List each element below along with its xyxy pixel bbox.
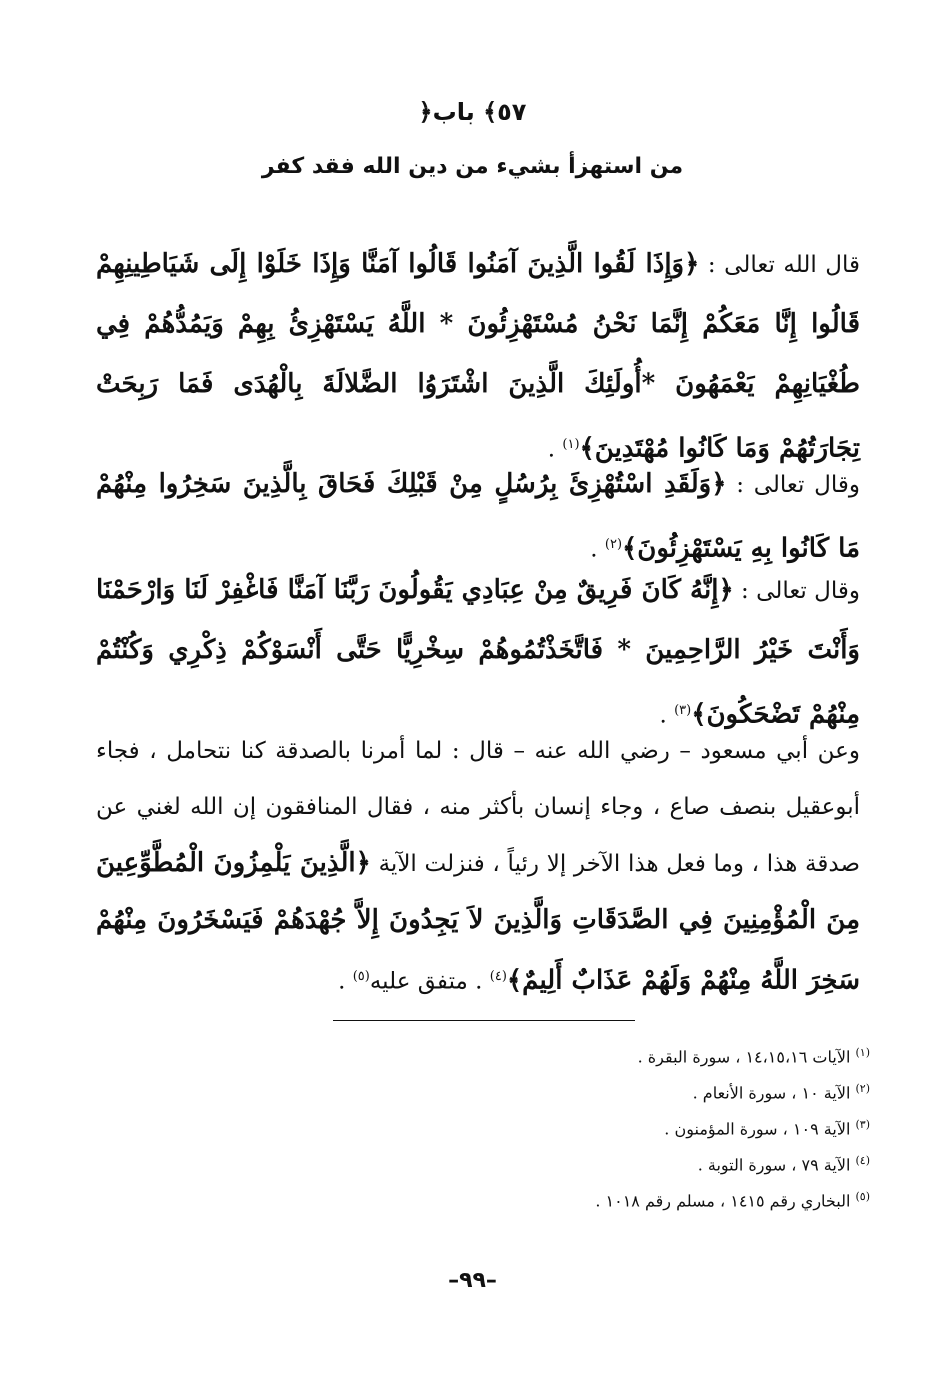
- footnote-divider: [333, 1020, 635, 1021]
- footnote-text: الآية ١٠٩ ، سورة المؤمنون .: [664, 1119, 856, 1139]
- footnotes-list: [90, 1035, 870, 1215]
- footnote-item: [90, 1143, 870, 1179]
- paragraph-tail: .: [590, 536, 605, 563]
- paragraph-intro: قال الله تعالى :: [699, 252, 860, 278]
- quran-paragraph-1: [96, 235, 860, 480]
- hadith-tail: . متفق عليه: [369, 968, 490, 995]
- quran-verse: ﴿إِنَّهُ كَانَ فَرِيقٌ مِنْ عِبَادِي يَقُولُونَ رَبَّنَا آمَنَّا فَاغْفِرْ لَنَا وَارْحَمْنَا وَأَنْتَ خَيْرُ الرَّاحِمِينَ * فَاتَّخَذْتُمُوهُمْ سِخْرِيًّا حَتَّى أَنْسَوْكُمْ ذِكْرِي وَكُنْتُمْ مِنْهُمْ تَضْحَكُونَ﴾: [96, 575, 860, 730]
- chapter-number: ﴿٥٧﴾ باب: [418, 98, 527, 126]
- footnote-ref: (٤): [489, 969, 507, 984]
- footnote-ref: (٢): [604, 537, 623, 552]
- footnote-item: [90, 1071, 870, 1107]
- footnote-text: الآيات ١٤،١٥،١٦ ، سورة البقرة .: [637, 1047, 856, 1067]
- footnote-mark: (٢): [855, 1082, 870, 1095]
- quran-verse: ﴿وَلَقَدِ اسْتُهْزِئَ بِرُسُلٍ مِنْ قَبْلِكَ فَحَاقَ بِالَّذِينَ سَخِرُوا مِنْهُمْ مَا كَانُوا بِهِ يَسْتَهْزِئُونَ﴾: [96, 469, 860, 564]
- paragraph-tail: .: [547, 436, 563, 463]
- chapter-title: من استهزأ بشيء من دين الله فقد كفر: [261, 154, 684, 179]
- hadith-paragraph: [96, 723, 860, 1010]
- footnote-text: الآية ١٠ ، سورة الأنعام .: [692, 1083, 856, 1103]
- quran-verse: ﴿الَّذِينَ يَلْمِزُونَ الْمُطَّوِّعِينَ مِنَ الْمُؤْمِنِينَ فِي الصَّدَقَاتِ وَالَّذِينَ لاَ يَجِدُونَ إِلاَّ جُهْدَهُمْ فَيَسْخَرُونَ مِنْهُمْ سَخِرَ اللَّهُ مِنْهُمْ وَلَهُمْ عَذَابٌ أَلِيمٌ﴾: [96, 848, 860, 996]
- footnote-item: [90, 1179, 870, 1215]
- footnote-mark: (٥): [855, 1190, 870, 1203]
- page-number: –٩٩–: [448, 1268, 497, 1293]
- footnote-item: [90, 1035, 870, 1071]
- footnote-mark: (١): [855, 1046, 870, 1059]
- paragraph-intro: وقال تعالى :: [733, 578, 860, 604]
- footnote-ref: (٥): [352, 969, 370, 984]
- footnote-mark: (٣): [855, 1118, 870, 1131]
- footnote-ref: (٣): [674, 703, 692, 718]
- quran-verse: ﴿وَإِذَا لَقُوا الَّذِينَ آمَنُوا قَالُوا آمَنَّا وَإِذَا خَلَوْا إِلَى شَيَاطِينِهِمْ قَالُوا إِنَّا مَعَكُمْ إِنَّمَا نَحْنُ مُسْتَهْزِئُونَ * اللَّهُ يَسْتَهْزِئُ بِهِمْ وَيَمُدُّهُمْ فِي طُغْيَانِهِمْ يَعْمَهُونَ *أُولَئِكَ الَّذِينَ اشْتَرَوُا الضَّلالَةَ بِالْهُدَى فَمَا رَبِحَتْ تِجَارَتُهُمْ وَمَا كَانُوا مُهْتَدِينَ﴾: [96, 249, 860, 464]
- quran-paragraph-3: [96, 561, 860, 746]
- footnote-item: [90, 1107, 870, 1143]
- footnote-ref: (١): [562, 437, 580, 452]
- footnote-text: الآية ٧٩ ، سورة التوبة .: [697, 1155, 856, 1175]
- hadith-text: وعن أبي مسعود – رضي الله عنه – قال : لما أمرنا بالصدقة كنا نتحامل ، فجاء أبوعقيل بنصف صاع ، وجاء إنسان بأكثر منه ، فقال المنافقون إن الله لغني عن صدقة هذا ، وما فعل هذا الآخر إلا رئياً ، فنزلت الآية: [96, 738, 860, 877]
- paragraph-intro: وقال تعالى :: [726, 472, 860, 498]
- footnote-text: البخاري رقم ١٤١٥ ، مسلم رقم ١٠١٨ .: [595, 1191, 856, 1211]
- paragraph-tail: .: [659, 702, 675, 729]
- footnote-mark: (٤): [855, 1154, 870, 1167]
- hadith-end: .: [338, 968, 353, 995]
